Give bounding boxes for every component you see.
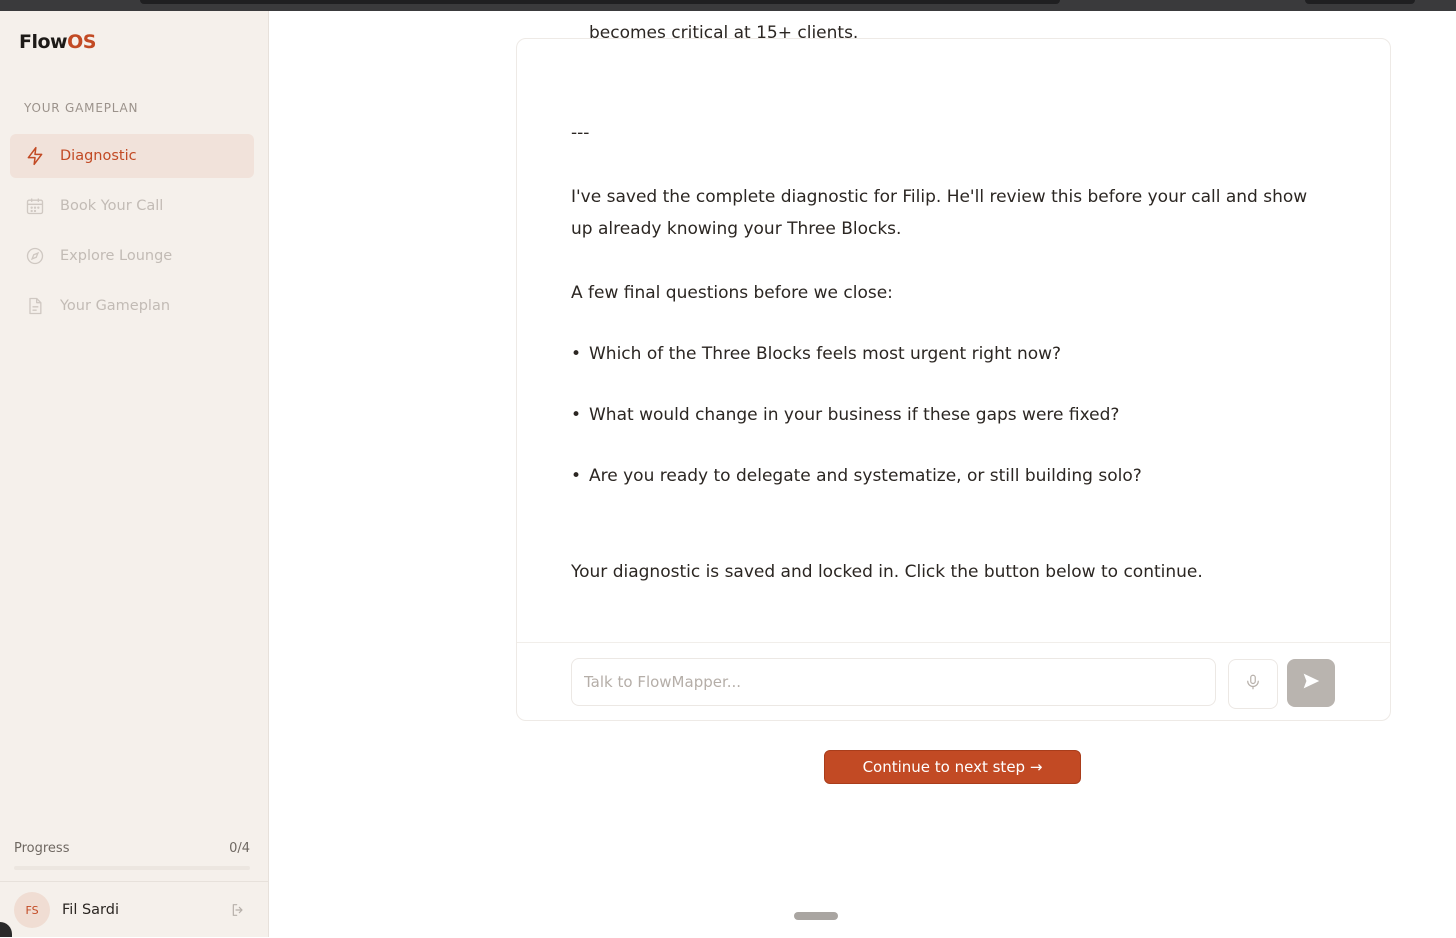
question-text: What would change in your business if these gaps were fixed? bbox=[589, 405, 1120, 425]
browser-bar-shape-right bbox=[1305, 0, 1415, 4]
list-item bbox=[571, 344, 1061, 364]
sidebar-item-label: Book Your Call bbox=[60, 198, 164, 214]
sidebar-item-explore-lounge[interactable] bbox=[10, 234, 254, 278]
section-label: YOUR GAMEPLAN bbox=[24, 101, 139, 115]
send-button[interactable] bbox=[1287, 659, 1335, 707]
sidebar-item-your-gameplan[interactable] bbox=[10, 284, 254, 328]
chat-message-intro: A few final questions before we close: bbox=[571, 283, 893, 303]
bullet-marker: • bbox=[571, 344, 582, 364]
microphone-button[interactable] bbox=[1228, 659, 1278, 709]
chat-message-saved: I've saved the complete diagnostic for Filip. He'll review this before your call and show up already knowing your Three Blocks. bbox=[571, 187, 1308, 239]
sidebar-item-book-your-call[interactable] bbox=[10, 184, 254, 228]
list-item bbox=[571, 405, 1119, 425]
progress-label: Progress bbox=[14, 841, 70, 856]
calendar-icon bbox=[25, 196, 45, 216]
list-item bbox=[571, 466, 1142, 486]
browser-bar-shape bbox=[140, 0, 1060, 4]
app-logo[interactable] bbox=[19, 31, 96, 53]
chat-input[interactable] bbox=[571, 658, 1216, 706]
progress-count: 0/4 bbox=[229, 841, 250, 856]
sidebar-item-diagnostic[interactable] bbox=[10, 134, 254, 178]
compass-icon bbox=[25, 246, 45, 266]
chat-input-bar bbox=[517, 642, 1390, 721]
microphone-icon bbox=[1244, 672, 1262, 696]
lightning-icon bbox=[25, 146, 45, 166]
chat-message-closing: Your diagnostic is saved and locked in. Click the button below to continue. bbox=[571, 562, 1203, 582]
sidebar-item-label: Explore Lounge bbox=[60, 248, 173, 264]
chat-panel bbox=[516, 23, 1391, 721]
continue-button[interactable]: Continue to next step → bbox=[824, 750, 1081, 784]
progress-bar bbox=[14, 866, 250, 870]
document-icon bbox=[25, 296, 45, 316]
avatar[interactable]: FS bbox=[14, 892, 50, 928]
user-name: Fil Sardi bbox=[62, 902, 119, 918]
sidebar-item-label: Diagnostic bbox=[60, 148, 137, 164]
sidebar bbox=[0, 11, 269, 937]
bullet-marker: • bbox=[571, 405, 582, 425]
logo-text-main: Flow bbox=[19, 31, 68, 53]
chat-divider: --- bbox=[571, 123, 590, 143]
user-profile bbox=[0, 881, 268, 938]
logout-icon[interactable] bbox=[230, 902, 246, 918]
window-top-bar bbox=[0, 0, 1456, 11]
sidebar-item-label: Your Gameplan bbox=[60, 298, 171, 314]
chat-message-partial: becomes critical at 15+ clients. bbox=[589, 23, 859, 43]
bullet-marker: • bbox=[571, 466, 582, 486]
question-text: Are you ready to delegate and systematize, or still building solo? bbox=[589, 466, 1142, 486]
drag-handle[interactable] bbox=[794, 912, 838, 920]
logo-text-accent: OS bbox=[67, 31, 96, 53]
send-icon bbox=[1300, 670, 1322, 696]
question-text: Which of the Three Blocks feels most urgent right now? bbox=[589, 344, 1062, 364]
